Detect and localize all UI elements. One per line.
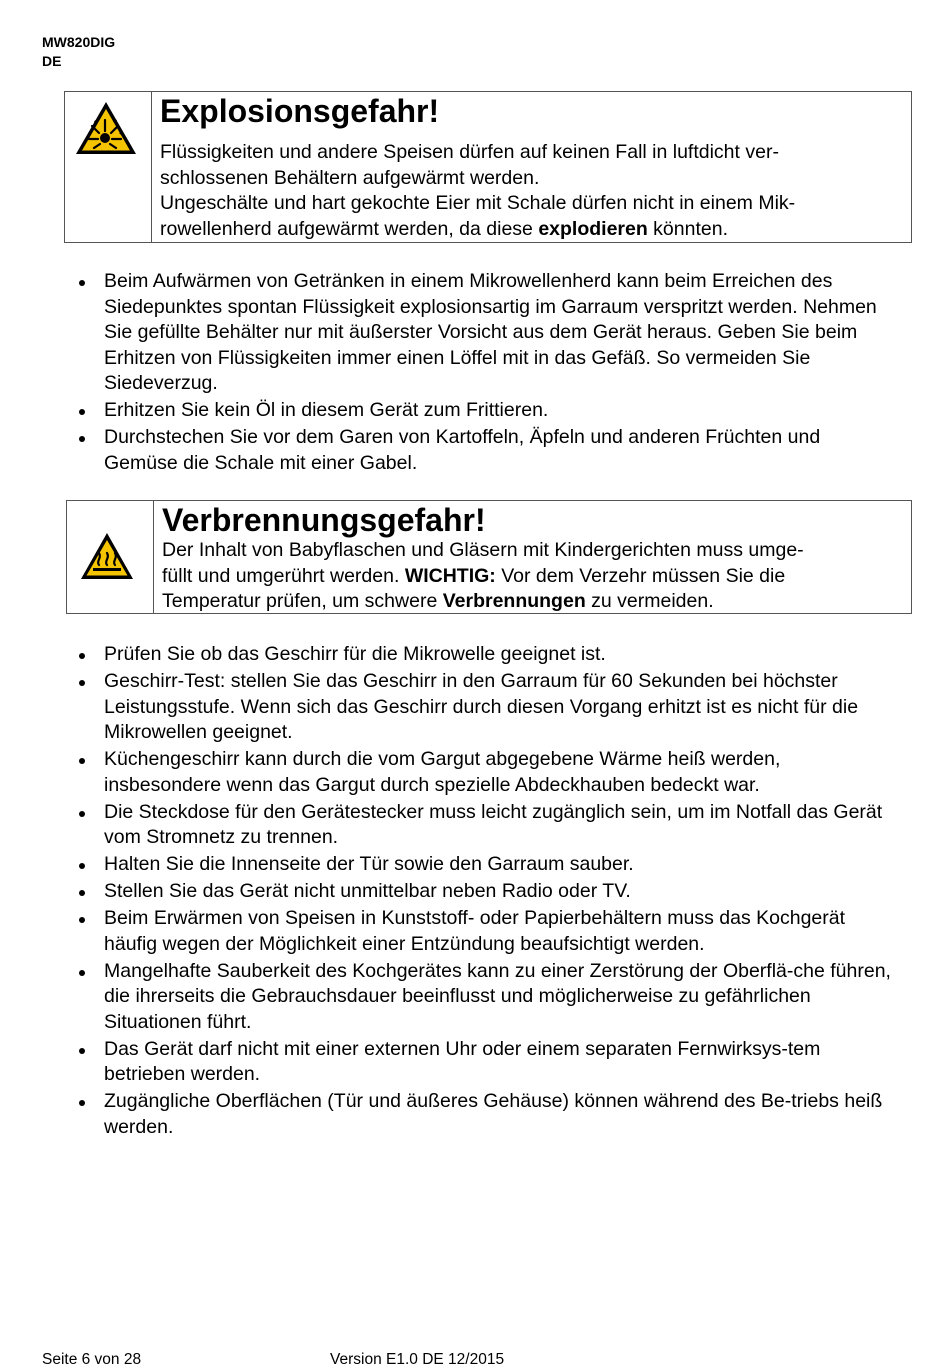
- bullet-icon: [79, 917, 85, 923]
- hot-surface-warning-icon: [79, 531, 135, 581]
- warning-line: Temperatur prüfen, um schwere Verbrennungen zu vermeiden.: [162, 590, 714, 612]
- list-item: Mangelhafte Sauberkeit des Kochgerätes kann zu einer Zerstörung der Oberflä-che führen, die ihrerseits die Gebrauchsdauer beeinflusst und möglicherweise zu gefährlichen Situationen führt.: [0, 959, 894, 1036]
- list-item: Zugängliche Oberflächen (Tür und äußeres Gehäuse) können während des Be-triebs heiß werden.: [0, 1089, 894, 1140]
- model-number: MW820DIG: [42, 34, 116, 50]
- bullet-icon: [79, 863, 85, 869]
- list-item: Beim Aufwärmen von Getränken in einem Mikrowellenherd kann beim Erreichen des Siedepunktes spontan Flüssigkeit explosionsartig im Garraum verspritzt werden. Nehmen Sie gefüllte Behälter nur mit äußerster Vorsicht aus dem Gerät heraus. Geben Sie beim Erhitzen von Flüssigkeiten immer einen Löffel mit in das Gefäß. So vermeiden Sie Siedeverzug.: [0, 269, 894, 397]
- list-item: Prüfen Sie ob das Geschirr für die Mikrowelle geeignet ist.: [0, 642, 894, 668]
- warning-title: Verbrennungsgefahr!: [162, 502, 486, 538]
- safety-list-2: [0, 642, 894, 1142]
- bullet-icon: [79, 680, 85, 686]
- bullet-icon: [79, 1048, 85, 1054]
- list-item: Erhitzen Sie kein Öl in diesem Gerät zum Frittieren.: [0, 398, 894, 424]
- bullet-icon: [79, 890, 85, 896]
- bullet-icon: [79, 811, 85, 817]
- warning-line: Ungeschälte und hart gekochte Eier mit Schale dürfen nicht in einem Mik-: [160, 192, 796, 214]
- list-item: Küchengeschirr kann durch die vom Gargut abgegebene Wärme heiß werden, insbesondere wenn das Gargut durch spezielle Abdeckhauben bedeckt war.: [0, 747, 894, 798]
- list-item: Geschirr-Test: stellen Sie das Geschirr in den Garraum für 60 Sekunden bei höchster Leistungsstufe. Wenn sich das Geschirr durch diesen Vorgang erhitzt ist es nicht für die Mikrowellen geeignet.: [0, 669, 894, 746]
- warning-line: Flüssigkeiten und andere Speisen dürfen auf keinen Fall in luftdicht ver-: [160, 141, 779, 163]
- warning-line: rowellenherd aufgewärmt werden, da diese explodieren könnten.: [160, 217, 728, 240]
- emphasis-text: explodieren: [538, 217, 648, 240]
- safety-list-1: [0, 269, 894, 478]
- explosion-warning-icon: [74, 100, 138, 156]
- warning-line: füllt und umgerührt werden. WICHTIG: Vor dem Verzehr müssen Sie die: [162, 564, 786, 587]
- bullet-icon: [79, 436, 85, 442]
- list-item: Beim Erwärmen von Speisen in Kunststoff- oder Papierbehältern muss das Kochgerät häufig wegen der Möglichkeit einer Entzündung beaufsichtigt werden.: [0, 906, 894, 957]
- page-number: Seite 6 von 28: [42, 1351, 142, 1368]
- emphasis-text: Verbrennungen: [442, 590, 586, 612]
- list-item: Durchstechen Sie vor dem Garen von Kartoffeln, Äpfeln und anderen Früchten und Gemüse die Schale mit einer Gabel.: [0, 425, 894, 476]
- burn-warning-box: [66, 500, 912, 614]
- warning-line: schlossenen Behältern aufgewärmt werden.: [160, 166, 540, 189]
- list-item: Halten Sie die Innenseite der Tür sowie den Garraum sauber.: [0, 852, 894, 878]
- warning-line: Der Inhalt von Babyflaschen und Gläsern mit Kindergerichten muss umge-: [162, 539, 804, 561]
- version-info: Version E1.0 DE 12/2015: [330, 1351, 505, 1368]
- bullet-icon: [79, 1100, 85, 1106]
- list-item: Die Steckdose für den Gerätestecker muss leicht zugänglich sein, um im Notfall das Gerät vom Stromnetz zu trennen.: [0, 800, 894, 851]
- explosion-warning-box: [64, 91, 912, 243]
- list-item: Stellen Sie das Gerät nicht unmittelbar neben Radio oder TV.: [0, 879, 894, 905]
- emphasis-text: WICHTIG:: [404, 564, 496, 587]
- list-item: Das Gerät darf nicht mit einer externen Uhr oder einem separaten Fernwirksys-tem betrieben werden.: [0, 1037, 894, 1088]
- document-header: [42, 33, 115, 71]
- bullet-icon: [79, 970, 85, 976]
- bullet-icon: [79, 409, 85, 415]
- bullet-icon: [79, 653, 85, 659]
- bullet-icon: [79, 758, 85, 764]
- warning-title: Explosionsgefahr!: [160, 93, 440, 129]
- language-code: DE: [42, 53, 62, 69]
- bullet-icon: [79, 280, 85, 286]
